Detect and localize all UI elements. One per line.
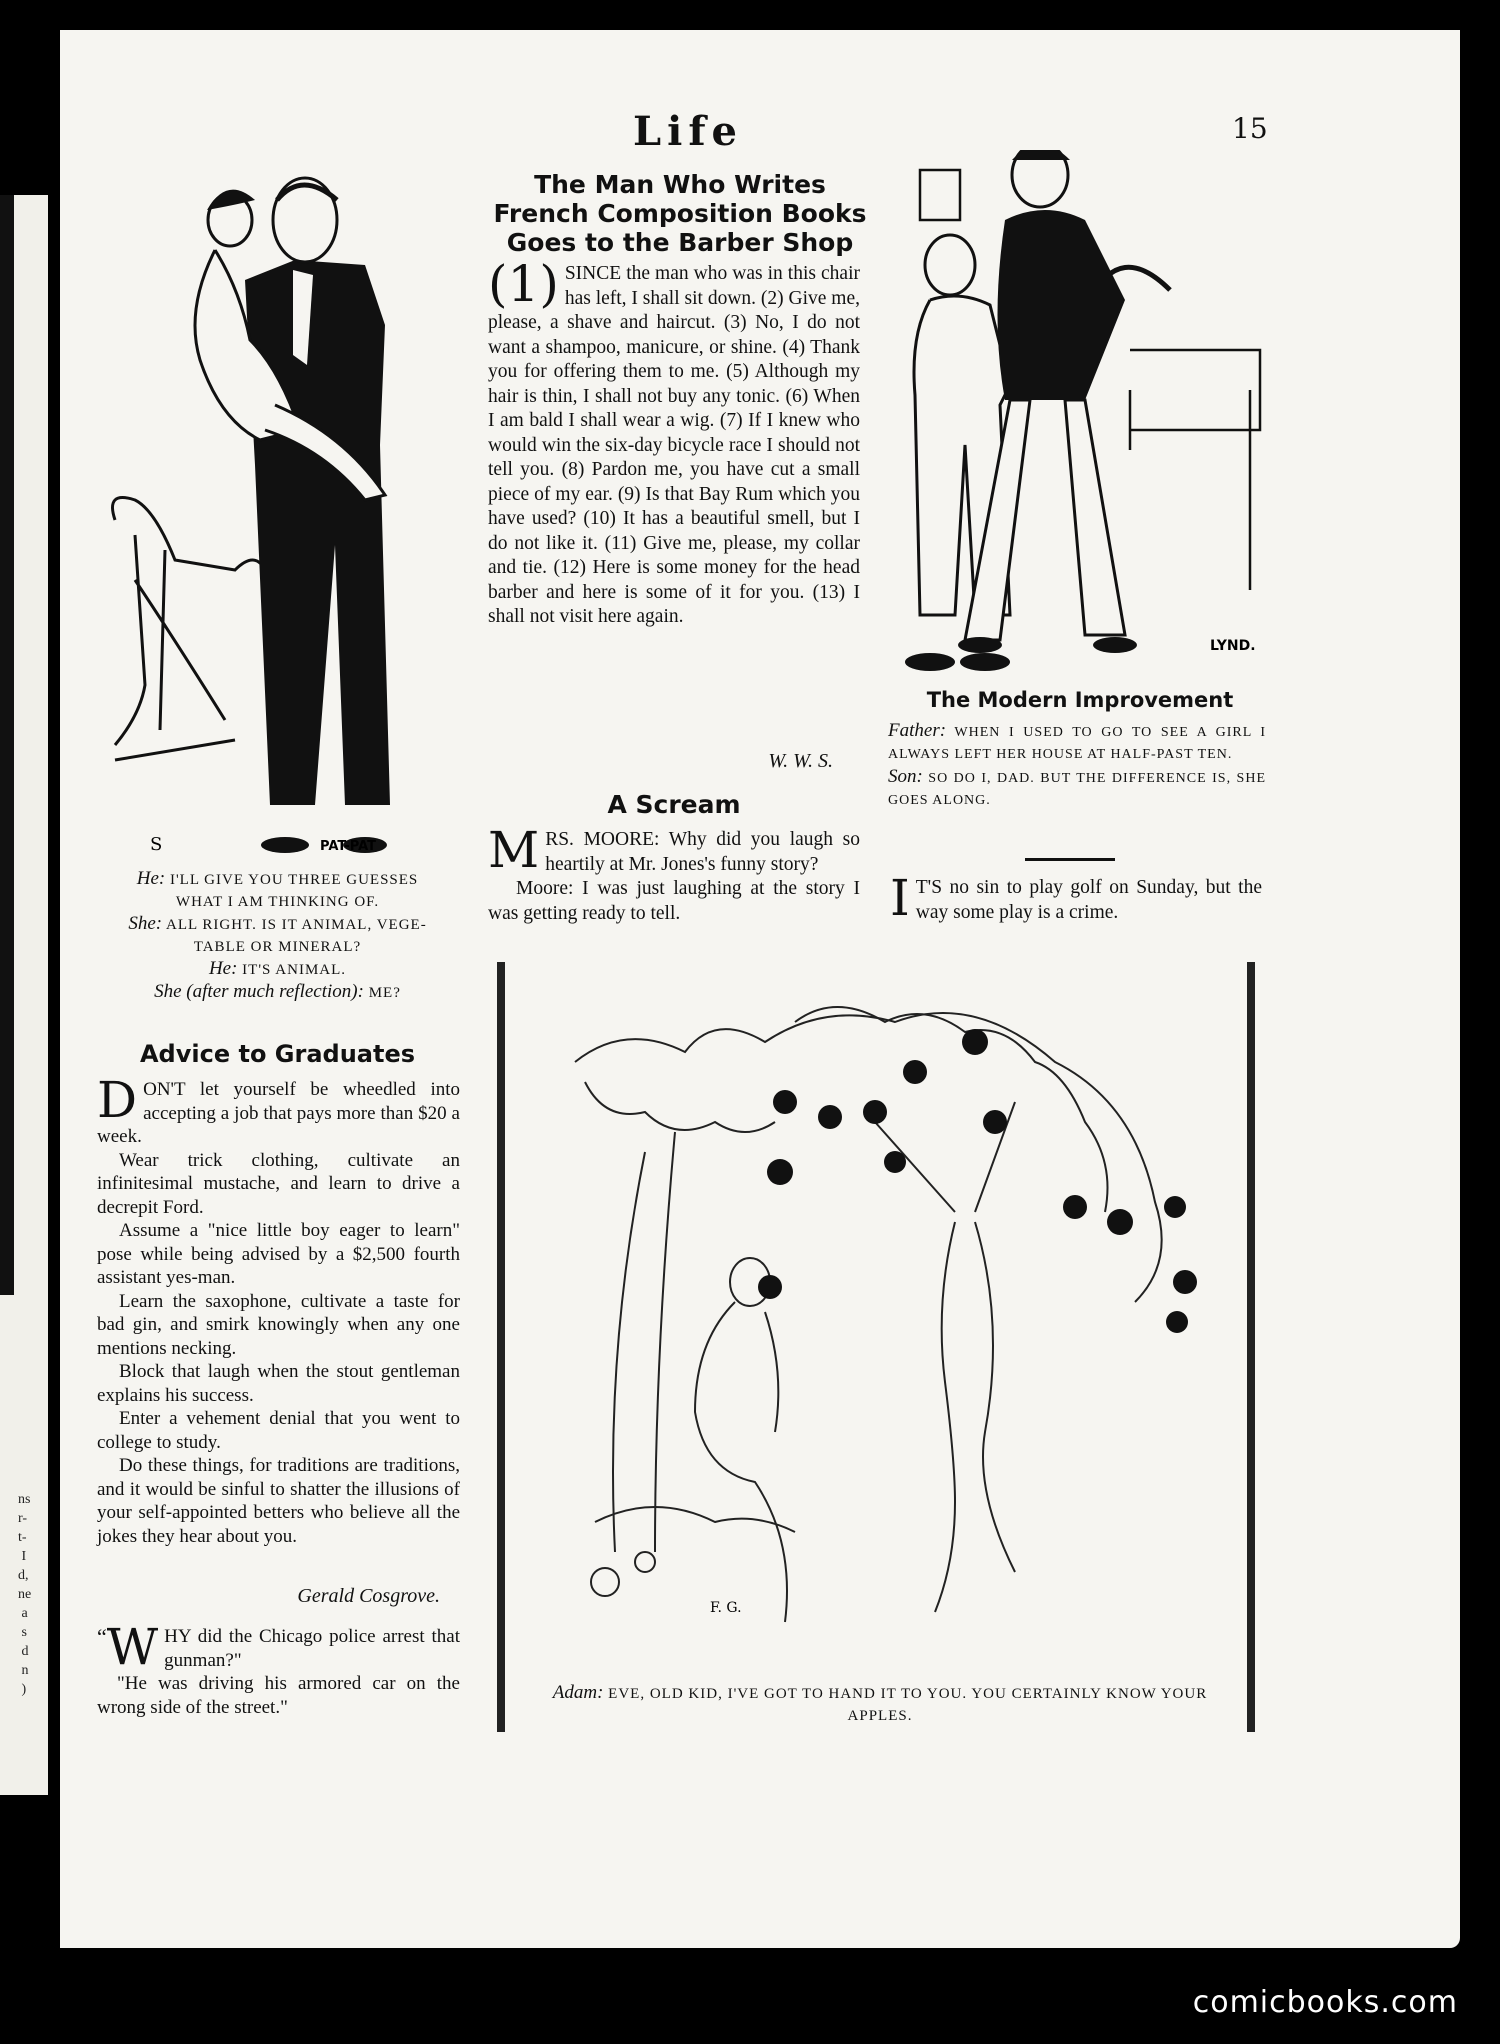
modern-improvement-title: The Modern Improvement	[926, 688, 1234, 712]
adjacent-page-edge	[0, 195, 48, 1795]
dancing-couple-illustration	[95, 160, 475, 860]
scream-body: MRS. MOORE: Why did you laugh so heartily at Mr. Jones's funny story? Moore: I was just laughing at the story I was getting ready to tell.	[488, 821, 860, 924]
adjacent-page-text-fragment: ns r- t- I d, ne a s d n )	[18, 1492, 32, 1697]
panel-artist-signature: F. G.	[710, 1600, 742, 1616]
masthead: Life	[633, 108, 743, 155]
barber-signature: W. W. S.	[768, 750, 833, 772]
page-number: 15	[1232, 112, 1268, 145]
advice-body: DON'T let yourself be wheedled into accepting a job that pays more than $20 a week. Wear trick clothing, cultivate an infinitesimal mustache, and learn to drive a decrepit Ford. Assume a "nice little boy eager to learn" pose while being advised by a $2,500 fourth assistant yes-man. Learn the saxophone, cultivate a taste for bad gin, and smirk knowingly when any one mentions necking. Block that laugh when the stout gentleman explains his success. Enter a vehement denial that you went to college to study. Do these things, for traditions are traditions, and it would be sinful to shatter the illusions of your self-appointed betters who believe all the jokes they hear about you.	[97, 1071, 460, 1547]
modern-improvement-caption: Father: WHEN I USED TO GO TO SEE A GIRL I ALWAYS LEFT HER HOUSE AT HALF-PAST TEN. Son: SO DO I, DAD. BUT THE DIFFERENCE IS, SHE GOES ALONG.	[888, 720, 1267, 808]
divider-rule	[1025, 858, 1115, 861]
barber-drop-cap: (1)	[488, 255, 559, 313]
scream-title: A Scream	[607, 790, 741, 819]
site-watermark: comicbooks.com	[1192, 1985, 1458, 2020]
golf-joke: I T'S no sin to play golf on Sunday, but the way some play is a crime.	[890, 869, 1262, 927]
barber-article-body: (1) SINCE the man who was in this chair has left, I shall sit down. (2) Give me, please, a shave and haircut. (3) No, I do not want a shampoo, manicure, or shine. (4) Thank you for offering them to me. (5) Although my hair is thin, I shall not buy any tonic. (6) When I am bald I shall wear a wig. (7) If I knew who would win the six-day bicycle race I should not tell you. (8) Pardon me, you have cut a small piece of my ear. (9) Is that Bay Rum which you have used? (10) It has a beautiful smell, but I do not like it. (11) Give me, please, my collar and tie. (12) Here is some money for the head barber and here is some of it for you. (13) I shall not visit here again.	[488, 255, 860, 627]
artist-signature: S	[150, 834, 163, 855]
lynd-signature: LYND.	[1210, 638, 1256, 654]
adam-eve-caption: Adam: EVE, OLD KID, I'VE GOT TO HAND IT TO YOU. YOU CERTAINLY KNOW YOUR APPLES.	[552, 1682, 1208, 1724]
couple-caption: He: I'LL GIVE YOU THREE GUESSES WHAT I AM THINKING OF. She: ALL RIGHT. IS IT ANIMAL, VEGE- TABLE OR MINERAL? He: IT'S ANIMAL. She (after much reflection): ME?	[128, 868, 427, 1002]
police-joke: “ W HY did the Chicago police arrest that gunman?" "He was driving his armored car on the wrong side of the street."	[97, 1618, 460, 1718]
modern-improvement-illustration	[890, 150, 1270, 680]
advice-signature: Gerald Cosgrove.	[297, 1585, 440, 1607]
barber-article-title: The Man Who Writes French Composition Books Goes to the Barber Shop	[493, 170, 867, 257]
sound-effect-text: PAT-PAT	[320, 839, 376, 854]
adam-eve-panel	[495, 962, 1257, 1732]
adjacent-page-dark-band	[0, 195, 14, 1295]
advice-title: Advice to Graduates	[139, 1040, 416, 1068]
